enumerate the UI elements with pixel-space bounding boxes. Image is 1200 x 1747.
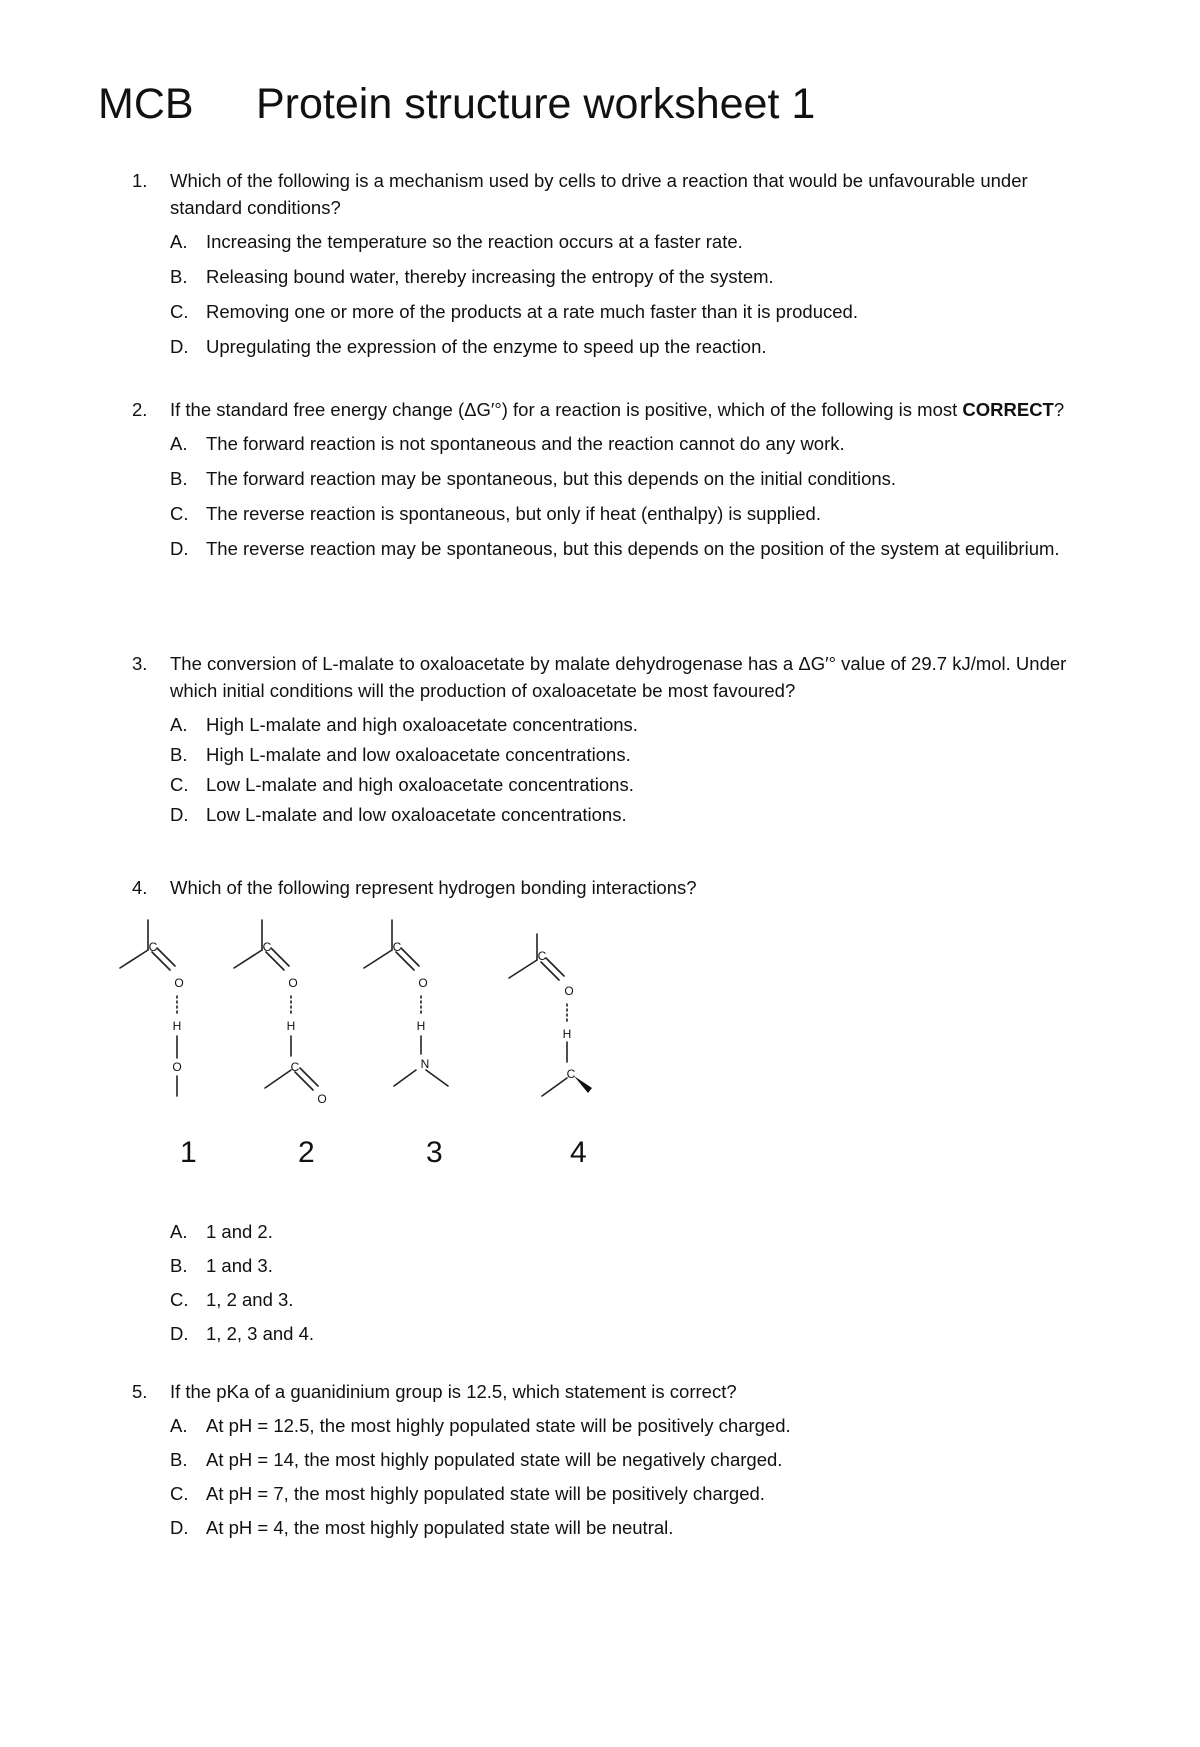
option-c: C. At pH = 7, the most highly populated state will be positively charged.	[170, 1483, 765, 1504]
svg-text:C: C	[290, 1060, 300, 1074]
svg-text:O: O	[288, 976, 298, 990]
question-stem: Which of the following represent hydrogen bonding interactions?	[170, 877, 697, 898]
svg-text:C: C	[148, 940, 158, 954]
svg-text:H: H	[562, 1027, 572, 1041]
option-c: C. The reverse reaction is spontaneous, but only if heat (enthalpy) is supplied.	[170, 503, 821, 524]
svg-text:N: N	[420, 1057, 430, 1071]
question-4	[132, 874, 1092, 901]
question-stem: If the pKa of a guanidinium group is 12.5, which statement is correct?	[170, 1381, 737, 1402]
svg-text:C: C	[392, 940, 402, 954]
question-2	[132, 396, 1092, 570]
option-text: Removing one or more of the products at a rate much faster than it is produced.	[206, 301, 858, 322]
option-text: The forward reaction is not spontaneous and the reaction cannot do any work.	[206, 433, 845, 454]
option-text: High L-malate and low oxaloacetate concentrations.	[206, 744, 631, 765]
figure-label-1: 1	[180, 1136, 197, 1169]
option-d: D. The reverse reaction may be spontaneous, but this depends on the position of the system at equilibrium.	[170, 538, 1060, 559]
question-3	[132, 650, 1092, 831]
wedge-bond	[574, 1076, 592, 1093]
option-b: B. High L-malate and low oxaloacetate concentrations.	[170, 744, 631, 765]
option-b: B. The forward reaction may be spontaneous, but this depends on the initial conditions.	[170, 468, 897, 489]
option-text: 1 and 3.	[206, 1255, 273, 1276]
question-number: 5.	[132, 1381, 148, 1402]
option-text: 1, 2 and 3.	[206, 1289, 294, 1310]
option-text: The reverse reaction may be spontaneous, but this depends on the position of the system at equilibrium.	[206, 538, 1060, 559]
option-c: C. 1, 2 and 3.	[170, 1289, 294, 1310]
question-number: 3.	[132, 653, 148, 674]
option-c: C. Low L-malate and high oxaloacetate concentrations.	[170, 774, 634, 795]
structure-2-bonds	[234, 920, 318, 1090]
option-text: 1, 2, 3 and 4.	[206, 1323, 315, 1344]
svg-text:O: O	[174, 976, 184, 990]
question-number: 4.	[132, 877, 148, 898]
option-a: A. Increasing the temperature so the reaction occurs at a faster rate.	[170, 231, 743, 252]
option-text: At pH = 12.5, the most highly populated state will be positively charged.	[206, 1415, 791, 1436]
option-c: C. Removing one or more of the products at a rate much faster than it is produced.	[170, 301, 858, 322]
svg-text:C: C	[566, 1067, 576, 1081]
option-text: At pH = 14, the most highly populated state will be negatively charged.	[206, 1449, 783, 1470]
svg-text:C: C	[537, 949, 547, 963]
option-text: 1 and 2.	[206, 1221, 273, 1242]
option-text: The forward reaction may be spontaneous, but this depends on the initial conditions.	[206, 468, 897, 489]
option-text: At pH = 4, the most highly populated state will be neutral.	[206, 1517, 674, 1538]
emphasis: CORRECT	[962, 399, 1054, 420]
figure-label-2: 2	[298, 1136, 315, 1169]
option-text: Upregulating the expression of the enzyme to speed up the reaction.	[206, 336, 767, 357]
course-code: MCB	[98, 80, 194, 128]
option-a: A. 1 and 2.	[170, 1221, 273, 1242]
worksheet-title: Protein structure worksheet 1	[256, 80, 816, 128]
question-5	[132, 1378, 1092, 1548]
svg-text:H: H	[416, 1019, 426, 1033]
page-title	[98, 78, 815, 130]
option-a: A. High L-malate and high oxaloacetate concentrations.	[170, 714, 638, 735]
question-stem: If the standard free energy change (ΔG′°) for a reaction is positive, which of the following is most CORRECT?	[170, 399, 1065, 420]
option-text: At pH = 7, the most highly populated state will be positively charged.	[206, 1483, 765, 1504]
option-b: B. At pH = 14, the most highly populated state will be negatively charged.	[170, 1449, 783, 1470]
option-b: B. Releasing bound water, thereby increasing the entropy of the system.	[170, 266, 774, 287]
structure-3-bonds	[364, 920, 448, 1086]
option-text: Releasing bound water, thereby increasing the entropy of the system.	[206, 266, 774, 287]
option-d: D. 1, 2, 3 and 4.	[170, 1323, 315, 1344]
question-stem: Which of the following is a mechanism used by cells to drive a reaction that would be unfavourable under standard conditions?	[170, 170, 1028, 218]
figure-label-3: 3	[426, 1136, 443, 1169]
question-number: 2.	[132, 399, 148, 420]
question-1	[132, 167, 1092, 368]
hydrogen-bond-diagrams	[112, 918, 632, 1138]
question-4-options	[132, 1218, 1092, 1354]
svg-text:O: O	[564, 984, 574, 998]
question-number: 1.	[132, 170, 148, 191]
option-text: Low L-malate and low oxaloacetate concentrations.	[206, 804, 627, 825]
figure-label-4: 4	[570, 1136, 587, 1169]
svg-text:H: H	[172, 1019, 182, 1033]
svg-text:H: H	[286, 1019, 296, 1033]
option-text: The reverse reaction is spontaneous, but only if heat (enthalpy) is supplied.	[206, 503, 821, 524]
option-d: D. Low L-malate and low oxaloacetate concentrations.	[170, 804, 627, 825]
option-d: D. At pH = 4, the most highly populated state will be neutral.	[170, 1517, 674, 1538]
svg-text:O: O	[418, 976, 428, 990]
option-a: A. At pH = 12.5, the most highly populated state will be positively charged.	[170, 1415, 791, 1436]
option-d: D. Upregulating the expression of the enzyme to speed up the reaction.	[170, 336, 767, 357]
option-text: Increasing the temperature so the reaction occurs at a faster rate.	[206, 231, 743, 252]
option-text: High L-malate and high oxaloacetate concentrations.	[206, 714, 638, 735]
svg-text:C: C	[262, 940, 272, 954]
svg-text:O: O	[317, 1092, 327, 1106]
option-b: B. 1 and 3.	[170, 1255, 273, 1276]
option-text: Low L-malate and high oxaloacetate concentrations.	[206, 774, 634, 795]
option-a: A. The forward reaction is not spontaneous and the reaction cannot do any work.	[170, 433, 845, 454]
question-stem: The conversion of L-malate to oxaloacetate by malate dehydrogenase has a ΔG′° value of 29.7 kJ/mol. Under which initial conditions will the production of oxaloacetate be most favoured?	[170, 653, 1067, 701]
svg-text:O: O	[172, 1060, 182, 1074]
